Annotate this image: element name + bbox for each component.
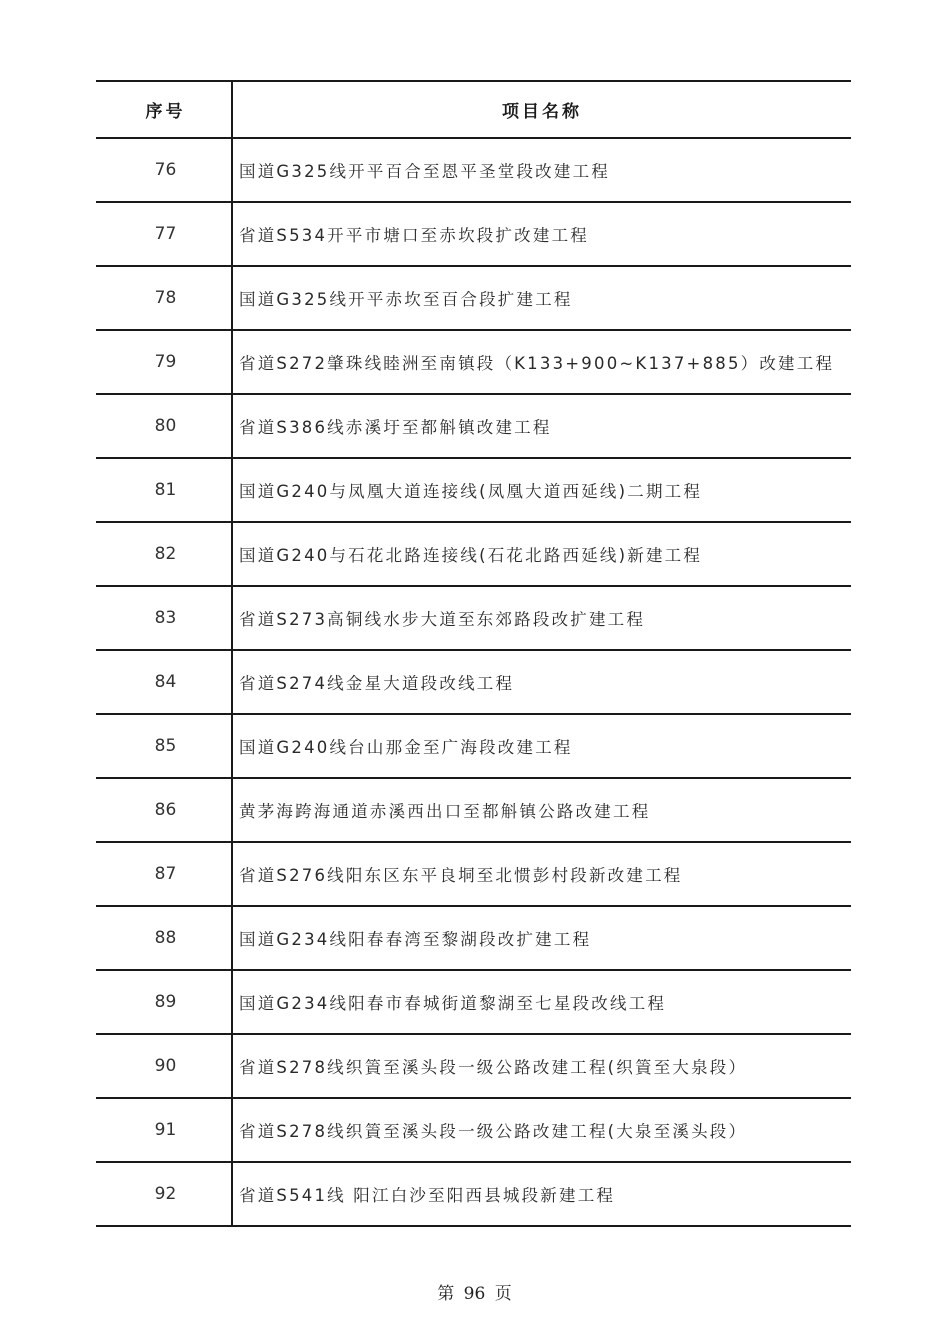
table-row — [96, 523, 851, 587]
row-project-name: 国道G240与凤凰大道连接线(凤凰大道西延线)二期工程 — [239, 482, 703, 501]
row-number: 80 — [96, 395, 233, 457]
row-number: 87 — [96, 843, 233, 905]
table-body — [96, 139, 851, 1227]
row-number: 77 — [96, 203, 233, 265]
row-project-name: 省道S541线 阳江白沙至阳西县城段新建工程 — [239, 1186, 616, 1205]
row-number: 92 — [96, 1163, 233, 1225]
header-name: 项目名称 — [502, 102, 582, 122]
row-project-name: 省道S273高铜线水步大道至东郊路段改扩建工程 — [239, 610, 646, 629]
table-row — [96, 715, 851, 779]
table-row — [96, 203, 851, 267]
row-number: 89 — [96, 971, 233, 1033]
row-project-name: 黄茅海跨海通道赤溪西出口至都斛镇公路改建工程 — [239, 802, 651, 821]
row-project-name: 省道S274线金星大道段改线工程 — [239, 674, 515, 693]
row-project-name: 省道S386线赤溪圩至都斛镇改建工程 — [239, 418, 552, 437]
row-project-name: 省道S278线织篢至溪头段一级公路改建工程(大泉至溪头段） — [239, 1122, 748, 1141]
row-project-name: 国道G240线台山那金至广海段改建工程 — [239, 738, 573, 757]
table-row — [96, 1099, 851, 1163]
table-row — [96, 331, 851, 395]
row-number: 81 — [96, 459, 233, 521]
table-header-row — [96, 82, 851, 139]
table-row — [96, 459, 851, 523]
row-project-name: 国道G240与石花北路连接线(石花北路西延线)新建工程 — [239, 546, 703, 565]
header-number: 序号 — [96, 82, 233, 137]
table-row — [96, 139, 851, 203]
project-table — [96, 80, 851, 1227]
table-row — [96, 779, 851, 843]
row-project-name: 国道G234线阳春春湾至黎湖段改扩建工程 — [239, 930, 592, 949]
row-number: 78 — [96, 267, 233, 329]
row-number: 76 — [96, 139, 233, 201]
table-row — [96, 1035, 851, 1099]
table-row — [96, 971, 851, 1035]
row-project-name: 省道S276线阳东区东平良垌至北惯彭村段新改建工程 — [239, 866, 683, 885]
row-number: 85 — [96, 715, 233, 777]
row-number: 86 — [96, 779, 233, 841]
row-number: 82 — [96, 523, 233, 585]
row-project-name: 省道S534开平市塘口至赤坎段扩改建工程 — [239, 226, 589, 245]
row-number: 83 — [96, 587, 233, 649]
row-number: 79 — [96, 331, 233, 393]
row-project-name: 省道S278线织篢至溪头段一级公路改建工程(织篢至大泉段） — [239, 1058, 748, 1077]
table-row — [96, 587, 851, 651]
table-row — [96, 395, 851, 459]
row-project-name: 省道S272肇珠线睦洲至南镇段（K133+900~K137+885）改建工程 — [239, 354, 835, 373]
table-row — [96, 651, 851, 715]
table-row — [96, 843, 851, 907]
table-row — [96, 907, 851, 971]
page-number: 第 96 页 — [437, 1284, 512, 1304]
row-project-name: 国道G234线阳春市春城街道黎湖至七星段改线工程 — [239, 994, 667, 1013]
table-row — [96, 267, 851, 331]
row-number: 90 — [96, 1035, 233, 1097]
row-project-name: 国道G325线开平百合至恩平圣堂段改建工程 — [239, 162, 610, 181]
row-number: 88 — [96, 907, 233, 969]
row-project-name: 国道G325线开平赤坎至百合段扩建工程 — [239, 290, 573, 309]
row-number: 84 — [96, 651, 233, 713]
row-number: 91 — [96, 1099, 233, 1161]
table-row — [96, 1163, 851, 1227]
